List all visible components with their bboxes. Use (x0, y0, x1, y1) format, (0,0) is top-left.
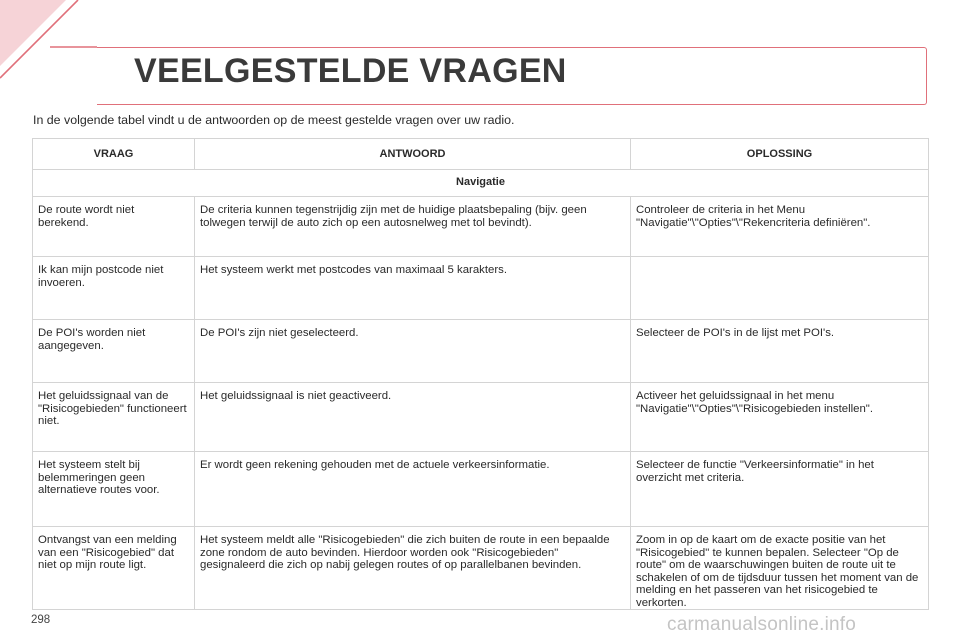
question-cell: Het systeem stelt bij belemmeringen geen alternatieve routes voor. (33, 452, 195, 527)
solution-cell (631, 257, 929, 320)
page-number: 298 (31, 614, 51, 626)
solution-cell: Controleer de criteria in het Menu "Navigatie"\"Opties"\"Rekencriteria definiëren". (631, 197, 929, 257)
table-row (33, 197, 929, 257)
watermark-text: carmanualsonline.info (667, 614, 857, 635)
section-row (33, 170, 929, 197)
intro-text: In de volgende tabel vindt u de antwoorden op de meest gestelde vragen over uw radio. (33, 113, 515, 127)
question-cell: De route wordt niet berekend. (33, 197, 195, 257)
solution-cell: Selecteer de POI's in de lijst met POI's. (631, 320, 929, 383)
solution-cell: Zoom in op de kaart om de exacte positie van het "Risicogebied" te kunnen bepalen. Selecteer "Op de route" om de waarschuwingen buiten de route uit te schakelen of om de tijdsduur tussen het moment van de melding en het passeren van het risicogebied te verkorten. (631, 527, 929, 610)
faq-table (32, 138, 929, 610)
answer-cell: Het systeem meldt alle "Risicogebieden" die zich buiten de route in een bepaalde zone rondom de auto bevinden. Hierdoor worden ook "Risicogebieden" gesignaleerd die zich op nabij gelegen routes of op parallelbanen bevinden. (195, 527, 631, 610)
solution-cell: Activeer het geluidssignaal in het menu "Navigatie"\"Opties"\"Risicogebieden instellen". (631, 383, 929, 452)
table-row (33, 320, 929, 383)
solution-cell: Selecteer de functie "Verkeersinformatie" in het overzicht met criteria. (631, 452, 929, 527)
column-header-answer: ANTWOORD (195, 139, 631, 170)
answer-cell: Het geluidssignaal is niet geactiveerd. (195, 383, 631, 452)
corner-tab-decoration (0, 0, 112, 112)
answer-cell: De POI's zijn niet geselecteerd. (195, 320, 631, 383)
answer-cell: De criteria kunnen tegenstrijdig zijn met de huidige plaatsbepaling (bijv. geen tolwegen terwijl de auto zich op een autosnelweg met tol bevindt). (195, 197, 631, 257)
question-cell: De POI's worden niet aangegeven. (33, 320, 195, 383)
question-cell: Ontvangst van een melding van een "Risicogebied" dat niet op mijn route ligt. (33, 527, 195, 610)
answer-cell: Het systeem werkt met postcodes van maximaal 5 karakters. (195, 257, 631, 320)
table-header-row (33, 139, 929, 170)
section-title-navigatie: Navigatie (33, 170, 929, 197)
question-cell: Ik kan mijn postcode niet invoeren. (33, 257, 195, 320)
column-header-solution: OPLOSSING (631, 139, 929, 170)
column-header-question: VRAAG (33, 139, 195, 170)
table-row (33, 257, 929, 320)
question-cell: Het geluidssignaal van de "Risicogebieden" functioneert niet. (33, 383, 195, 452)
table-row (33, 527, 929, 610)
answer-cell: Er wordt geen rekening gehouden met de actuele verkeersinformatie. (195, 452, 631, 527)
table-row (33, 383, 929, 452)
page-title: VEELGESTELDE VRAGEN (134, 52, 567, 90)
table-row (33, 452, 929, 527)
